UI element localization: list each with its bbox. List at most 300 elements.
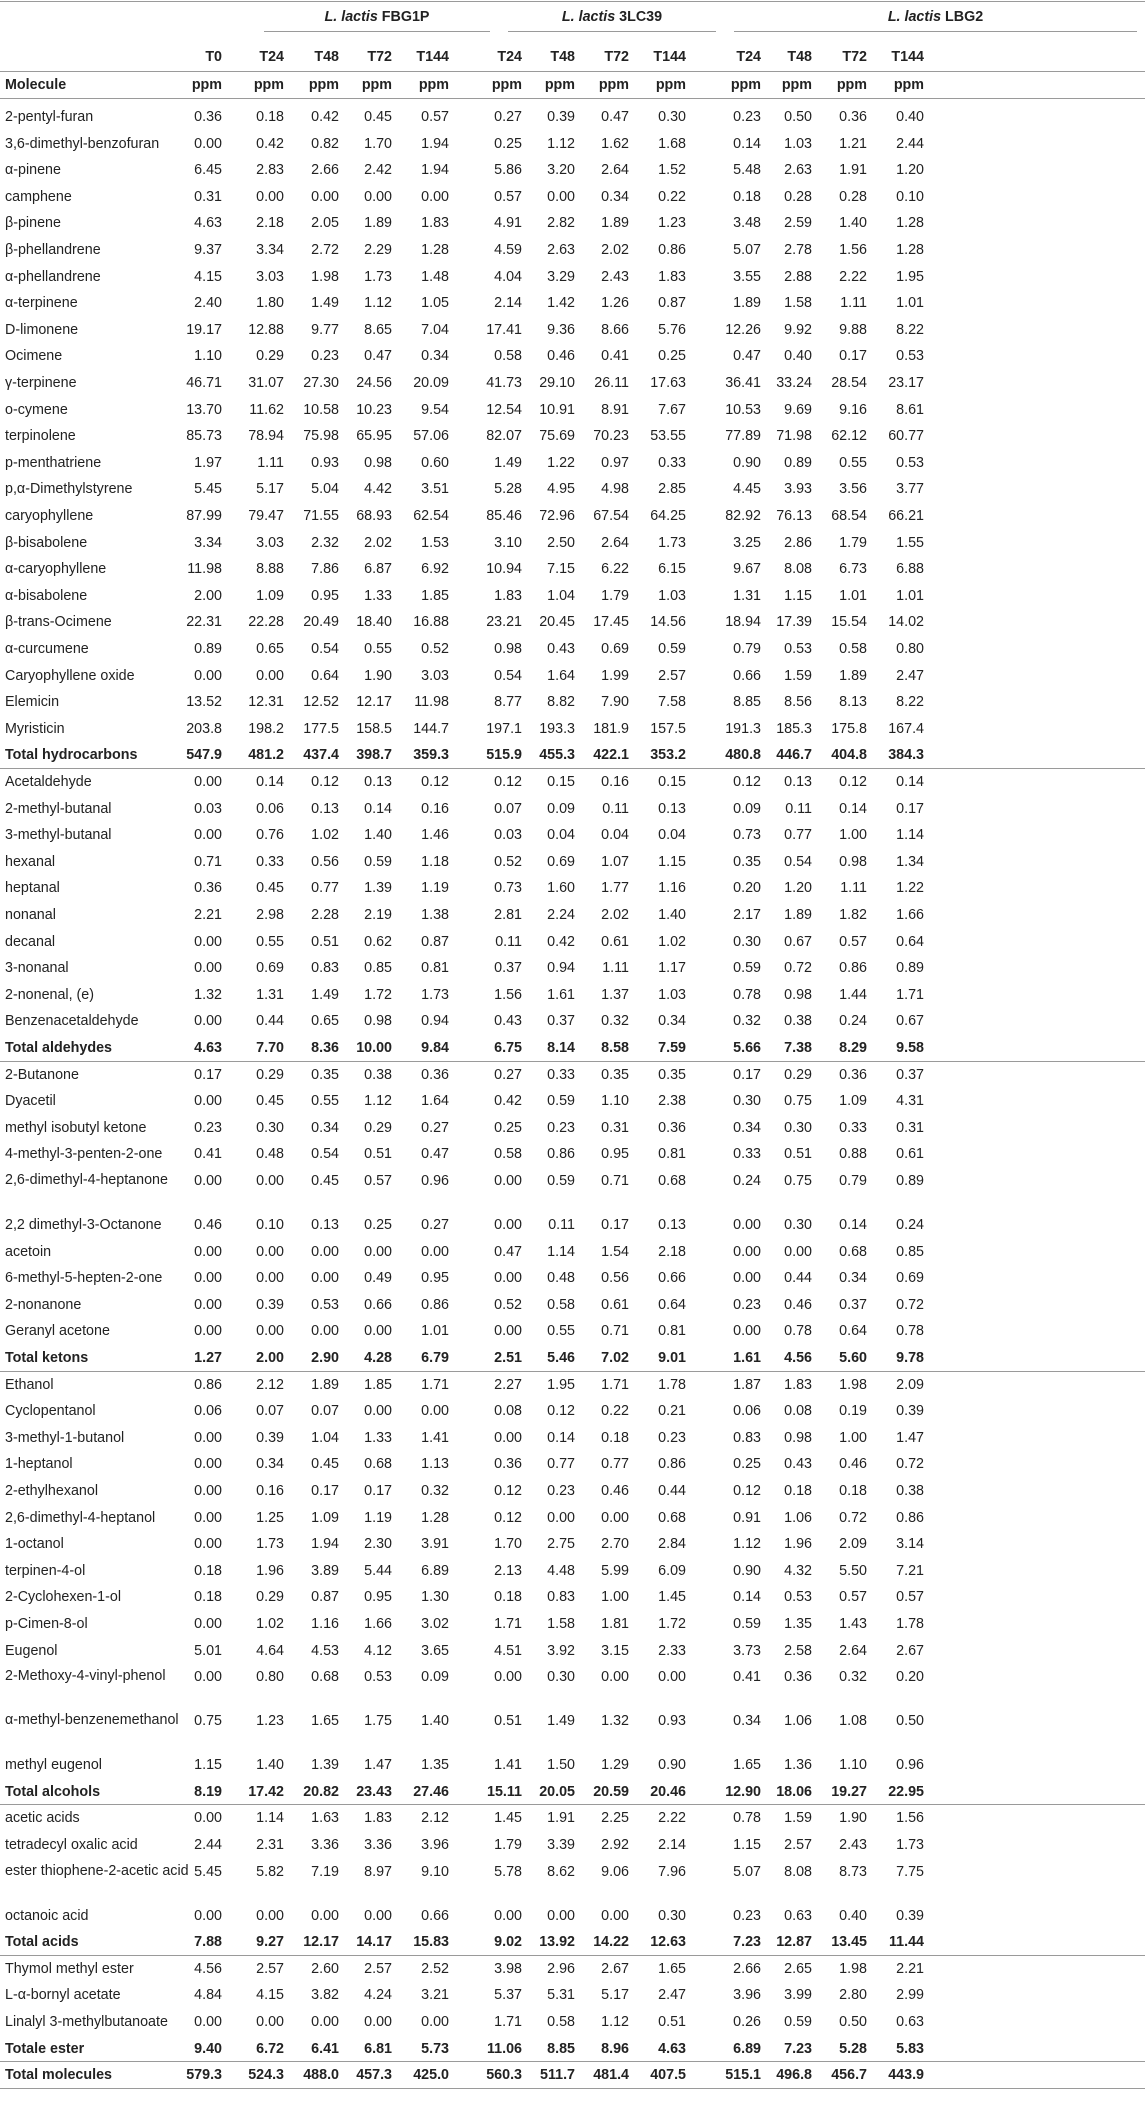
data-cell: 1.73	[256, 1536, 284, 1553]
data-cell: 0.00	[311, 1243, 339, 1260]
data-cell: 70.23	[593, 428, 629, 445]
data-cell: 0.64	[311, 667, 339, 684]
data-cell: 0.50	[784, 109, 812, 125]
data-cell: 1.89	[839, 667, 867, 684]
data-cell: 547.9	[186, 747, 222, 764]
data-cell: 1.77	[601, 880, 629, 897]
data-cell: 6.75	[494, 1040, 522, 1056]
data-cell: 0.13	[658, 800, 686, 817]
data-cell: 5.66	[733, 1040, 761, 1056]
data-cell: 0.86	[547, 1146, 575, 1163]
data-cell: 0.13	[311, 800, 339, 817]
data-cell: 1.56	[494, 986, 522, 1003]
data-cell: 1.49	[547, 1713, 575, 1730]
data-cell: 0.30	[784, 1217, 812, 1233]
data-cell: 7.90	[601, 694, 629, 711]
data-cell: 0.95	[364, 1589, 392, 1606]
row-label: 2-Butanone	[5, 1066, 79, 1083]
data-cell: 0.72	[896, 1296, 924, 1313]
row-label: 3-methyl-1-butanol	[5, 1429, 125, 1446]
data-cell: 0.73	[494, 880, 522, 897]
row-label: Ocimene	[5, 348, 63, 365]
data-cell: 0.36	[194, 880, 222, 897]
data-cell: 3.82	[311, 1987, 339, 2004]
data-cell: 0.98	[494, 641, 522, 657]
data-cell: 0.54	[311, 1146, 339, 1163]
data-cell: 0.24	[733, 1173, 761, 1189]
data-cell: 0.43	[494, 1013, 522, 1030]
data-cell: 0.08	[494, 1403, 522, 1420]
row-label: α-curcumene	[5, 641, 89, 657]
data-cell: 0.13	[658, 1217, 686, 1233]
data-cell: 10.91	[539, 401, 575, 418]
data-cell: 0.00	[601, 1907, 629, 1924]
data-cell: 0.27	[421, 1119, 449, 1136]
data-cell: 0.27	[421, 1217, 449, 1233]
data-cell: 8.13	[839, 694, 867, 711]
data-cell: 0.49	[364, 1270, 392, 1287]
data-cell: 1.06	[784, 1509, 812, 1526]
data-cell: 8.36	[311, 1040, 339, 1056]
data-cell: 5.82	[256, 1863, 284, 1880]
data-cell: 41.73	[486, 375, 522, 391]
data-cell: 10.53	[725, 401, 761, 418]
column-header: T144	[653, 49, 686, 65]
data-cell: 0.40	[839, 1907, 867, 1924]
data-cell: 0.66	[733, 667, 761, 684]
data-cell: 0.00	[494, 1669, 522, 1686]
data-cell: 0.00	[194, 1013, 222, 1030]
data-cell: 2.67	[896, 1642, 924, 1659]
data-cell: 13.92	[539, 1934, 575, 1951]
data-cell: 0.62	[364, 933, 392, 950]
data-cell: 1.40	[256, 1757, 284, 1774]
data-cell: 0.85	[364, 960, 392, 977]
data-cell: 1.05	[421, 295, 449, 312]
data-cell: 1.20	[896, 162, 924, 179]
data-cell: 5.50	[839, 1562, 867, 1579]
group-header	[726, 4, 1145, 30]
data-cell: 0.95	[421, 1270, 449, 1287]
data-cell: 82.92	[725, 508, 761, 524]
data-cell: 7.23	[733, 1934, 761, 1951]
data-cell: 0.50	[896, 1713, 924, 1730]
data-cell: 0.07	[256, 1403, 284, 1420]
data-cell: 2.02	[601, 907, 629, 923]
data-cell: 0.35	[658, 1066, 686, 1083]
data-cell: 36.41	[725, 375, 761, 391]
data-cell: 7.38	[784, 1040, 812, 1056]
data-cell: 17.41	[486, 321, 522, 338]
data-cell: 2.00	[256, 1350, 284, 1366]
data-cell: 75.69	[539, 428, 575, 445]
data-cell: 0.51	[364, 1146, 392, 1163]
row-label: γ-terpinene	[5, 375, 77, 391]
data-cell: 0.98	[364, 1013, 392, 1030]
row-label: 6-methyl-5-hepten-2-one	[5, 1270, 163, 1287]
data-cell: 68.54	[831, 508, 867, 524]
data-cell: 7.70	[256, 1040, 284, 1056]
data-cell: 3.03	[256, 534, 284, 551]
data-cell: 1.11	[257, 454, 284, 471]
data-cell: 0.09	[547, 800, 575, 817]
row-label: Ethanol	[5, 1376, 54, 1393]
data-cell: 5.99	[601, 1562, 629, 1579]
data-cell: 1.32	[601, 1713, 629, 1730]
data-cell: 0.31	[601, 1119, 629, 1136]
data-cell: 384.3	[888, 747, 924, 764]
data-cell: 9.58	[896, 1040, 924, 1056]
data-cell: 12.31	[248, 694, 284, 711]
row-label: Total acids	[5, 1934, 79, 1951]
data-cell: 0.69	[547, 853, 575, 870]
data-cell: 0.75	[784, 1093, 812, 1110]
data-cell: 0.34	[733, 1713, 761, 1730]
data-cell: 0.22	[658, 188, 686, 205]
data-cell: 1.46	[421, 827, 449, 844]
data-cell: 0.42	[256, 135, 284, 152]
data-cell: 1.78	[658, 1376, 686, 1393]
data-cell: 5.28	[494, 481, 522, 498]
data-cell: 407.5	[650, 2067, 686, 2084]
data-cell: 1.17	[658, 960, 686, 977]
data-cell: 1.40	[364, 827, 392, 844]
data-cell: 0.00	[733, 1243, 761, 1260]
data-cell: 0.24	[839, 1013, 867, 1030]
data-cell: 0.17	[896, 800, 924, 817]
data-cell: 0.98	[364, 454, 392, 471]
data-cell: 0.86	[658, 1456, 686, 1473]
data-cell: 0.72	[784, 960, 812, 977]
row-label: Thymol methyl ester	[5, 1960, 134, 1977]
data-cell: 175.8	[831, 720, 867, 737]
data-cell: 0.03	[194, 800, 222, 817]
data-cell: 1.95	[896, 268, 924, 285]
data-cell: 3.96	[733, 1987, 761, 2004]
row-label: p-menthatriene	[5, 454, 102, 471]
data-cell: 1.89	[784, 907, 812, 923]
data-cell: 17.39	[776, 614, 812, 631]
unit-header: ppm	[893, 77, 924, 93]
data-cell: 7.88	[194, 1934, 222, 1951]
data-cell: 0.59	[784, 2014, 812, 2030]
data-cell: 3.92	[547, 1642, 575, 1659]
row-label: 2,6-dimethyl-4-heptanone	[5, 1172, 168, 1188]
data-cell: 0.17	[733, 1066, 761, 1083]
data-cell: 1.83	[421, 215, 449, 232]
data-cell: 5.45	[194, 481, 222, 498]
data-cell: 2.38	[658, 1093, 686, 1110]
data-cell: 0.00	[194, 1270, 222, 1287]
data-cell: 3.56	[839, 481, 867, 498]
data-cell: 0.00	[733, 1270, 761, 1287]
row-label: Dyacetil	[5, 1093, 56, 1110]
data-cell: 515.1	[725, 2067, 761, 2084]
data-cell: 0.65	[311, 1013, 339, 1030]
data-cell: 0.00	[256, 1907, 284, 1924]
data-cell: 6.72	[256, 2040, 284, 2057]
data-cell: 0.00	[194, 667, 222, 684]
data-cell: 0.16	[601, 774, 629, 790]
data-cell: 2.47	[658, 1987, 686, 2004]
data-cell: 0.14	[839, 800, 867, 817]
data-cell: 0.61	[601, 1296, 629, 1313]
data-cell: 12.90	[725, 1783, 761, 1800]
data-cell: 20.05	[539, 1783, 575, 1800]
data-cell: 6.09	[658, 1562, 686, 1579]
data-cell: 16.88	[413, 614, 449, 631]
data-cell: 0.90	[733, 454, 761, 471]
data-cell: 0.59	[733, 1616, 761, 1632]
data-cell: 15.54	[831, 614, 867, 631]
data-cell: 2.21	[896, 1960, 924, 1977]
row-label: 2-Methoxy-4-vinyl-phenol	[5, 1668, 166, 1685]
data-cell: 0.16	[256, 1483, 284, 1499]
data-cell: 0.00	[256, 188, 284, 205]
data-cell: 1.98	[311, 268, 339, 285]
data-cell: 3.14	[896, 1536, 924, 1553]
data-cell: 1.34	[896, 853, 924, 870]
data-cell: 0.30	[733, 1093, 761, 1110]
data-cell: 480.8	[725, 747, 761, 764]
data-cell: 0.14	[733, 135, 761, 152]
unit-header: ppm	[253, 77, 284, 93]
data-cell: 1.55	[896, 534, 924, 551]
data-cell: 1.28	[896, 215, 924, 232]
data-cell: 5.60	[839, 1350, 867, 1366]
data-cell: 0.78	[784, 1323, 812, 1340]
data-cell: 82.07	[486, 428, 522, 445]
data-cell: 7.67	[658, 401, 686, 418]
data-cell: 2.43	[601, 268, 629, 285]
data-cell: 0.43	[547, 641, 575, 657]
data-cell: 181.9	[593, 720, 629, 737]
data-cell: 1.80	[256, 295, 284, 312]
row-label: 2,2 dimethyl-3-Octanone	[5, 1217, 162, 1233]
data-cell: 0.39	[256, 1296, 284, 1313]
section-rule	[0, 2088, 1145, 2089]
data-cell: 4.63	[658, 2040, 686, 2057]
data-cell: 0.12	[494, 774, 522, 790]
data-cell: 3.36	[311, 1837, 339, 1853]
data-cell: 12.54	[486, 401, 522, 418]
column-header: T0	[205, 49, 222, 65]
data-cell: 0.61	[601, 933, 629, 950]
column-header: T72	[367, 49, 392, 65]
data-cell: 0.04	[601, 827, 629, 844]
data-cell: 0.33	[839, 1119, 867, 1136]
data-cell: 7.02	[601, 1350, 629, 1366]
data-cell: 1.00	[839, 1429, 867, 1446]
data-cell: 1.15	[733, 1837, 761, 1853]
data-cell: 1.31	[256, 986, 284, 1003]
data-cell: 28.54	[831, 375, 867, 391]
data-cell: 3.65	[421, 1642, 449, 1659]
data-cell: 0.00	[364, 1403, 392, 1420]
data-cell: 1.02	[311, 827, 339, 844]
data-cell: 0.73	[733, 827, 761, 844]
data-cell: 9.27	[256, 1934, 284, 1951]
data-cell: 0.00	[311, 1907, 339, 1924]
data-cell: 0.90	[658, 1757, 686, 1774]
data-cell: 7.96	[658, 1863, 686, 1880]
data-cell: 2.40	[194, 295, 222, 312]
data-cell: 9.78	[896, 1350, 924, 1366]
data-cell: 1.73	[364, 268, 392, 285]
data-cell: 7.19	[311, 1863, 339, 1880]
data-cell: 2.57	[256, 1960, 284, 1977]
data-cell: 0.40	[784, 348, 812, 365]
data-cell: 3.29	[547, 268, 575, 285]
data-cell: 3.03	[421, 667, 449, 684]
data-cell: 0.00	[494, 1907, 522, 1924]
data-cell: 1.42	[547, 295, 575, 312]
data-cell: 53.55	[650, 428, 686, 445]
data-cell: 0.00	[784, 1243, 812, 1260]
data-cell: 1.75	[364, 1713, 392, 1730]
row-label: hexanal	[5, 853, 56, 870]
data-cell: 0.00	[421, 2014, 449, 2030]
data-cell: 422.1	[593, 747, 629, 764]
row-label: Total ketons	[5, 1350, 89, 1366]
row-label: Totale ester	[5, 2040, 85, 2057]
data-cell: 0.40	[896, 109, 924, 125]
data-cell: 6.87	[364, 561, 392, 578]
data-cell: 0.00	[311, 1270, 339, 1287]
data-cell: 1.99	[601, 667, 629, 684]
data-cell: 1.38	[421, 907, 449, 923]
data-cell: 1.49	[311, 986, 339, 1003]
data-cell: 0.55	[256, 933, 284, 950]
data-cell: 1.94	[421, 135, 449, 152]
data-cell: 11.44	[889, 1934, 924, 1951]
data-cell: 0.28	[839, 188, 867, 205]
data-cell: 1.73	[421, 986, 449, 1003]
data-cell: 0.94	[547, 960, 575, 977]
data-cell: 0.83	[311, 960, 339, 977]
data-cell: 2.64	[601, 534, 629, 551]
data-cell: 0.00	[733, 1323, 761, 1340]
data-cell: 0.37	[547, 1013, 575, 1030]
data-cell: 488.0	[303, 2067, 339, 2084]
data-cell: 1.14	[547, 1243, 575, 1260]
data-cell: 6.89	[421, 1562, 449, 1579]
group-header	[500, 4, 724, 30]
data-cell: 0.29	[256, 1589, 284, 1606]
data-cell: 0.00	[364, 2014, 392, 2030]
data-cell: 1.12	[364, 295, 392, 312]
data-cell: 177.5	[303, 720, 339, 737]
data-cell: 0.51	[494, 1713, 522, 1730]
data-cell: 0.31	[896, 1119, 924, 1136]
data-cell: 2.59	[784, 215, 812, 232]
data-cell: 3.96	[421, 1837, 449, 1853]
data-cell: 1.30	[421, 1589, 449, 1606]
data-cell: 6.45	[194, 162, 222, 179]
data-cell: 57.06	[413, 428, 449, 445]
data-cell: 0.13	[784, 774, 812, 790]
data-cell: 71.55	[303, 508, 339, 524]
data-cell: 1.16	[658, 880, 686, 897]
data-cell: 1.49	[311, 295, 339, 312]
data-cell: 1.95	[547, 1376, 575, 1393]
data-cell: 0.57	[421, 109, 449, 125]
data-cell: 1.32	[194, 986, 222, 1003]
group-strain: 3LC39	[615, 9, 663, 25]
data-cell: 0.33	[256, 853, 284, 870]
row-label: camphene	[5, 188, 72, 205]
data-cell: 11.98	[414, 694, 449, 711]
data-cell: 5.17	[256, 481, 284, 498]
data-cell: 0.41	[601, 348, 629, 365]
data-cell: 5.01	[194, 1642, 222, 1659]
data-cell: 0.00	[194, 960, 222, 977]
data-cell: 0.51	[784, 1146, 812, 1163]
data-cell: 1.22	[547, 454, 575, 471]
data-cell: 1.89	[601, 215, 629, 232]
data-cell: 0.13	[311, 1217, 339, 1233]
row-label: nonanal	[5, 907, 56, 923]
data-cell: 0.80	[256, 1669, 284, 1686]
data-cell: 9.88	[839, 321, 867, 338]
data-cell: 10.00	[356, 1040, 392, 1056]
data-cell: 515.9	[486, 747, 522, 764]
data-cell: 1.01	[896, 587, 924, 604]
group-species: L. lactis	[324, 9, 378, 25]
data-cell: 1.31	[733, 587, 761, 604]
group-underline	[508, 31, 716, 32]
data-cell: 0.29	[256, 1066, 284, 1083]
data-cell: 8.96	[601, 2040, 629, 2057]
data-cell: 0.71	[601, 1173, 629, 1189]
data-cell: 0.20	[733, 880, 761, 897]
data-cell: 446.7	[776, 747, 812, 764]
data-cell: 5.07	[733, 1863, 761, 1880]
data-cell: 0.55	[364, 641, 392, 657]
unit-header: ppm	[418, 77, 449, 93]
data-cell: 0.67	[896, 1013, 924, 1030]
data-cell: 1.71	[601, 1376, 629, 1393]
data-cell: 1.78	[896, 1616, 924, 1632]
data-cell: 1.89	[733, 295, 761, 312]
row-label: α-methyl-benzenemethanol	[5, 1712, 179, 1729]
data-cell: 0.86	[658, 242, 686, 258]
data-cell: 0.44	[658, 1483, 686, 1499]
data-cell: 0.77	[784, 827, 812, 844]
data-cell: 3.77	[896, 481, 924, 498]
data-cell: 481.4	[593, 2067, 629, 2084]
data-cell: 1.81	[601, 1616, 629, 1632]
data-cell: 8.85	[547, 2040, 575, 2057]
unit-header: ppm	[655, 77, 686, 93]
data-cell: 0.96	[896, 1757, 924, 1774]
data-cell: 0.09	[733, 800, 761, 817]
data-cell: 5.28	[839, 2040, 867, 2057]
unit-header: ppm	[308, 77, 339, 93]
data-cell: 0.24	[896, 1217, 924, 1233]
data-cell: 2.21	[194, 907, 222, 923]
row-label: β-trans-Ocimene	[5, 614, 112, 631]
data-cell: 0.20	[896, 1669, 924, 1686]
data-cell: 1.72	[658, 1616, 686, 1632]
data-cell: 197.1	[486, 720, 522, 737]
row-label: Myristicin	[5, 720, 65, 737]
data-cell: 0.45	[364, 109, 392, 125]
data-cell: 76.13	[776, 508, 812, 524]
data-cell: 1.04	[547, 587, 575, 604]
data-cell: 0.83	[733, 1429, 761, 1446]
data-cell: 0.36	[494, 1456, 522, 1473]
